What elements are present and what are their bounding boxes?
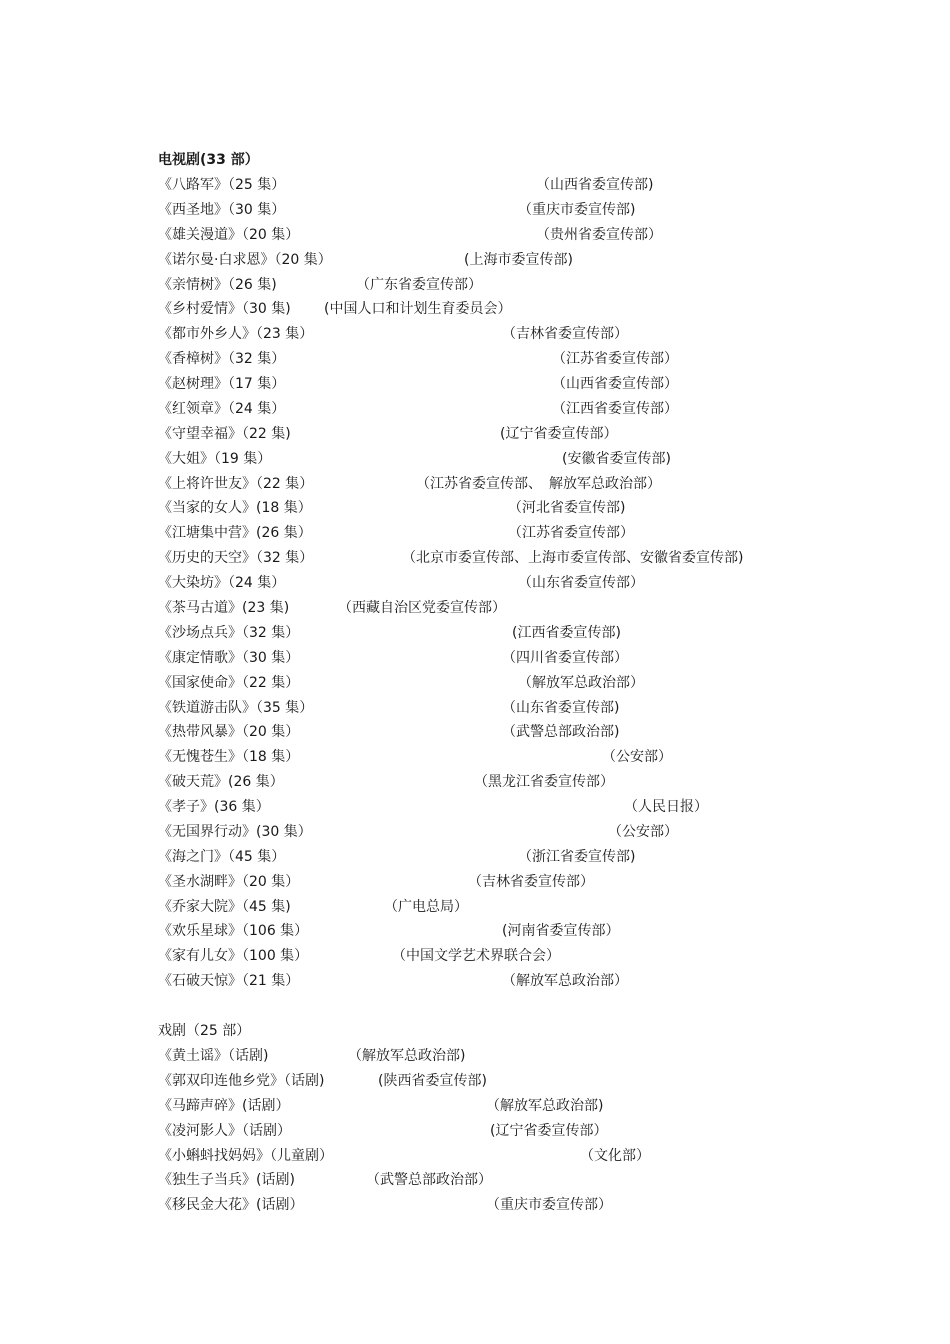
entry-department: （人民日报） bbox=[624, 799, 708, 815]
entry-title: 《郭双印连他乡党》（话剧) bbox=[158, 1072, 325, 1089]
entry-title: 《独生子当兵》(话剧) bbox=[158, 1172, 295, 1189]
entry-title: 《大染坊》（24 集） bbox=[158, 575, 286, 592]
entry-department: （重庆市委宣传部） bbox=[486, 1197, 612, 1214]
entry-department: （黑龙江省委宣传部） bbox=[474, 774, 614, 791]
entry-department: （解放军总政治部) bbox=[486, 1097, 604, 1114]
entry-title: 《沙场点兵》（32 集） bbox=[158, 624, 300, 641]
entry-title: 《无愧苍生》（18 集） bbox=[158, 749, 300, 766]
entry-title: 《凌河影人》（话剧） bbox=[158, 1122, 291, 1139]
entry-department: （贵州省委宣传部） bbox=[536, 226, 662, 243]
entry-title: 《当家的女人》(18 集） bbox=[158, 500, 312, 517]
entry-title: 《乔家大院》（45 集) bbox=[158, 898, 291, 915]
entry-department: （武警总部政治部) bbox=[502, 724, 620, 741]
entry-title: 《西圣地》（30 集） bbox=[158, 201, 286, 218]
entry-department: （解放军总政治部) bbox=[348, 1048, 466, 1064]
entry-department: （武警总部政治部） bbox=[366, 1172, 492, 1189]
entry-department: （江苏省委宣传部、 解放军总政治部） bbox=[416, 475, 661, 492]
entry-department: （四川省委宣传部） bbox=[502, 649, 628, 666]
entry-title: 《移民金大花》(话剧） bbox=[158, 1197, 304, 1214]
entry-department: （吉林省委宣传部） bbox=[502, 326, 628, 343]
entry-department: (辽宁省委宣传部） bbox=[500, 425, 618, 442]
entry-department: (河南省委宣传部） bbox=[502, 923, 620, 940]
entry-title: 《国家使命》（22 集） bbox=[158, 674, 300, 691]
entry-department: （解放军总政治部） bbox=[518, 674, 644, 691]
entry-title: 《康定情歌》（30 集） bbox=[158, 649, 300, 666]
entry-department: （吉林省委宣传部） bbox=[468, 873, 594, 890]
entry-department: （山东省委宣传部） bbox=[518, 575, 644, 592]
entry-title: 《茶马古道》(23 集) bbox=[158, 600, 290, 616]
entry-department: (江西省委宣传部) bbox=[512, 624, 621, 641]
entry-title: 《江塘集中营》(26 集） bbox=[158, 525, 312, 542]
entry-title: 《家有儿女》（100 集） bbox=[158, 948, 309, 965]
entry-title: 《八路军》（25 集） bbox=[158, 177, 286, 193]
entry-title: 《亲情树》（26 集) bbox=[158, 276, 277, 293]
entry-department: （山西省委宣传部） bbox=[552, 376, 678, 392]
entry-title: 《红领章》（24 集） bbox=[158, 400, 286, 417]
entry-department: （公安部） bbox=[602, 749, 672, 766]
entry-department: （江西省委宣传部） bbox=[552, 400, 678, 417]
entry-department: （江苏省委宣传部） bbox=[552, 351, 678, 368]
entry-title: 《石破天惊》（21 集） bbox=[158, 973, 300, 990]
entry-department: （河北省委宣传部) bbox=[508, 500, 626, 517]
entry-department: （公安部） bbox=[608, 823, 678, 840]
entry-department: (中国人口和计划生育委员会） bbox=[324, 301, 512, 318]
entry-title: 《乡村爱情》（30 集) bbox=[158, 301, 291, 318]
tv-series-heading: 电视剧(33 部） bbox=[158, 152, 259, 168]
entry-title: 《赵树理》（17 集） bbox=[158, 376, 286, 392]
entry-department: （解放军总政治部） bbox=[502, 973, 628, 990]
entry-department: (安徽省委宣传部) bbox=[562, 450, 671, 467]
entry-title: 《上将许世友》（22 集） bbox=[158, 475, 314, 492]
entry-title: 《热带风暴》（20 集） bbox=[158, 724, 300, 741]
entry-department: （浙江省委宣传部) bbox=[518, 848, 636, 865]
entry-department: (上海市委宣传部) bbox=[464, 251, 573, 268]
entry-title: 《无国界行动》(30 集） bbox=[158, 823, 312, 840]
entry-department: （广电总局） bbox=[384, 898, 468, 915]
entry-title: 《欢乐星球》（106 集） bbox=[158, 923, 309, 940]
entry-department: （江苏省委宣传部） bbox=[508, 525, 634, 542]
entry-department: （广东省委宣传部） bbox=[356, 276, 482, 293]
entry-title: 《海之门》（45 集） bbox=[158, 848, 286, 865]
entry-department: （北京市委宣传部、上海市委宣传部、安徽省委宣传部) bbox=[402, 550, 744, 567]
entry-title: 《破天荒》(26 集） bbox=[158, 774, 284, 791]
entry-department: （西藏自治区党委宣传部） bbox=[338, 600, 506, 616]
entry-title: 《大姐》（19 集） bbox=[158, 450, 272, 467]
entry-title: 《雄关漫道》（20 集） bbox=[158, 226, 300, 243]
entry-department: (陕西省委宣传部) bbox=[378, 1072, 487, 1089]
entry-title: 《香樟树》（32 集） bbox=[158, 351, 286, 368]
entry-title: 《马蹄声碎》(话剧） bbox=[158, 1097, 290, 1114]
entry-title: 《黄土谣》（话剧) bbox=[158, 1048, 269, 1064]
entry-title: 《圣水湖畔》（20 集） bbox=[158, 873, 300, 890]
entry-title: 《都市外乡人》（23 集） bbox=[158, 326, 314, 343]
entry-department: （山东省委宣传部) bbox=[502, 699, 620, 716]
entry-department: （中国文学艺术界联合会） bbox=[392, 948, 560, 965]
entry-title: 《历史的天空》（32 集） bbox=[158, 550, 314, 567]
drama-heading: 戏剧（25 部） bbox=[158, 1023, 251, 1039]
entry-department: （文化部） bbox=[580, 1147, 650, 1164]
entry-title: 《诺尔曼·白求恩》（20 集） bbox=[158, 251, 332, 268]
entry-department: （重庆市委宣传部) bbox=[518, 201, 636, 218]
entry-title: 《孝子》(36 集） bbox=[158, 799, 270, 815]
entry-title: 《铁道游击队》（35 集） bbox=[158, 699, 314, 716]
entry-title: 《守望幸福》（22 集) bbox=[158, 425, 291, 442]
entry-department: (辽宁省委宣传部） bbox=[490, 1122, 608, 1139]
entry-title: 《小蝌蚪找妈妈》（儿童剧） bbox=[158, 1147, 333, 1164]
entry-department: （山西省委宣传部) bbox=[536, 177, 654, 193]
